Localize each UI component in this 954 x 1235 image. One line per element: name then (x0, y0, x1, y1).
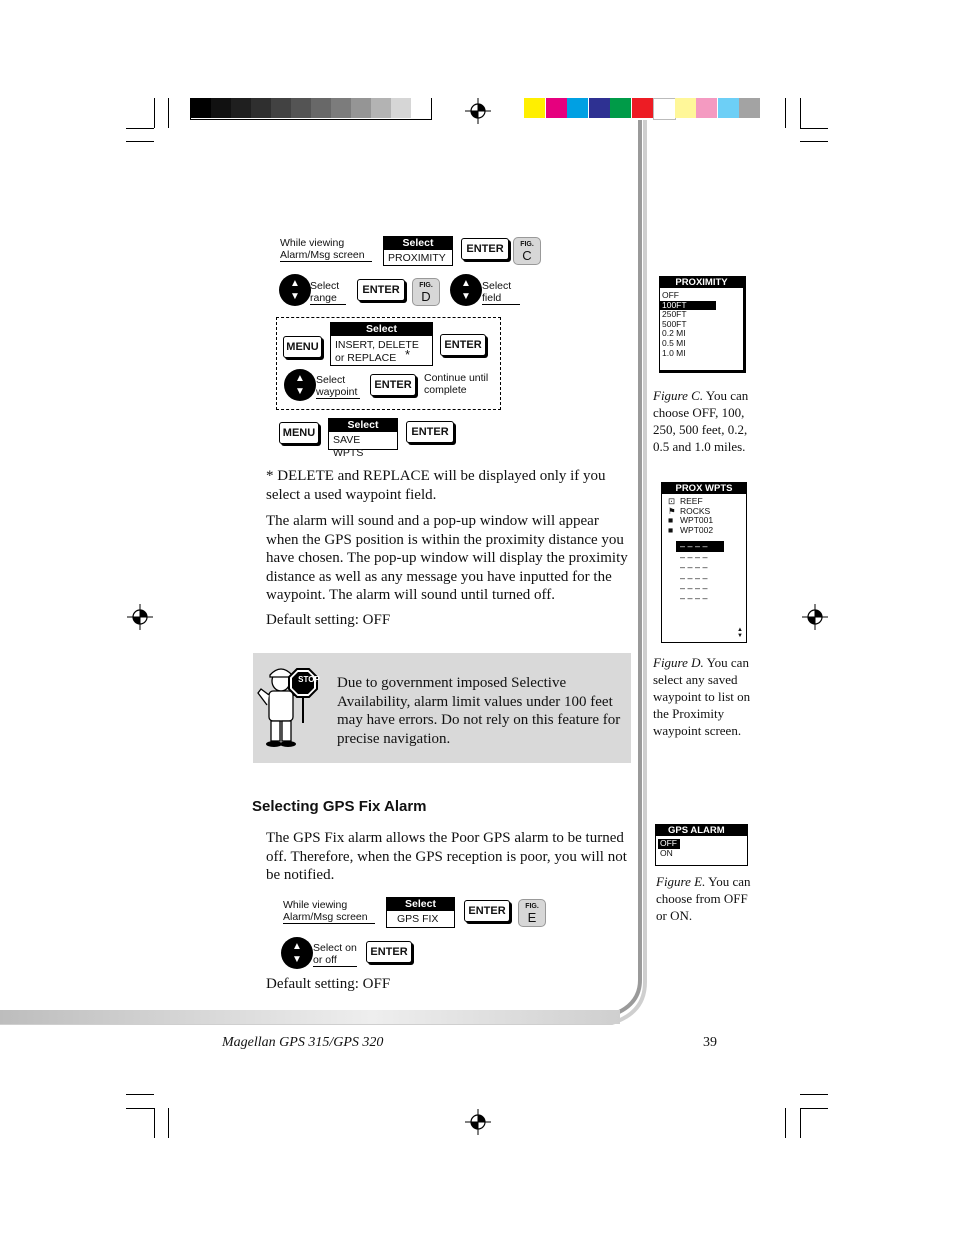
stop-sign-text: STOP (298, 675, 320, 684)
instruction-label: While viewing Alarm/Msg screen (280, 237, 372, 262)
figure-reference-e (518, 899, 546, 927)
fig-letter: C (522, 248, 532, 263)
instruction-label: While viewing Alarm/Msg screen (283, 899, 375, 924)
registration-mark-bottom (465, 1109, 491, 1135)
asterisk-marker: * (405, 347, 411, 362)
gray-swatch (191, 98, 211, 118)
caption-text: You can choose from OFF or ON. (656, 874, 751, 923)
select-value: GPS FIX (397, 913, 439, 925)
figure-c-screen (659, 276, 746, 373)
select-header: Select (329, 419, 397, 432)
color-swatch (546, 98, 567, 118)
asterisk-note: * DELETE and REPLACE will be displayed only if you select a used waypoint field. (266, 468, 606, 503)
fig-text: FIG. (525, 903, 539, 910)
option-list (656, 836, 747, 858)
screen-title: GPS ALARM (656, 825, 747, 836)
waypoint-item (662, 526, 746, 536)
caption-label: Figure C. (653, 388, 704, 403)
crop-mark (154, 1108, 155, 1138)
figure-d-screen (661, 482, 747, 643)
select-value: PROXIMITY (388, 252, 446, 264)
option-item: OFF (658, 839, 680, 849)
up-down-arrow-key[interactable]: ▲ ▼ (450, 274, 482, 306)
figure-reference-d (412, 278, 440, 306)
option-item: 0.2 MI (662, 328, 686, 339)
gps-fix-paragraph: The GPS Fix alarm allows the Poor GPS alarm to be turned off. Therefore, when the GPS reception is poor, you will not be notified. (266, 830, 627, 884)
select-value: SAVE WPTS (333, 434, 364, 459)
select-box-gps-fix (386, 897, 455, 928)
color-swatch (610, 98, 631, 118)
menu-key[interactable]: MENU (279, 422, 319, 444)
waypoint-icon: ⊡ (668, 496, 676, 506)
empty-slot: – – – – (680, 551, 708, 562)
up-down-arrow-key[interactable]: ▲ ▼ (284, 369, 316, 401)
option-item: 100FT (660, 301, 716, 311)
select-header: Select (387, 898, 454, 911)
figure-c-caption (653, 387, 763, 455)
waypoint-name: REEF (680, 496, 703, 506)
screen-title: PROXIMITY (660, 277, 743, 288)
option-item: 250FT (662, 309, 687, 320)
option-item: 0.5 MI (662, 337, 686, 348)
crop-mark (800, 1108, 828, 1109)
waypoint-icon: ⚑ (668, 505, 676, 516)
waypoint-name: ROCKS (680, 505, 711, 516)
empty-slot: – – – – (680, 562, 708, 573)
gray-swatch (251, 98, 271, 118)
fig-text: FIG. (419, 282, 433, 289)
option-item: ON (660, 847, 673, 858)
color-swatch (653, 98, 676, 120)
page-number: 39 (703, 1035, 717, 1050)
crop-mark (785, 1108, 786, 1138)
waypoint-icon: ■ (668, 524, 674, 535)
crop-mark (126, 1108, 154, 1109)
crop-mark (800, 1094, 828, 1095)
caption-label: Figure D. (653, 655, 704, 670)
select-box-proximity (383, 236, 453, 266)
waypoint-list (662, 494, 746, 604)
default-setting-proximity: Default setting: OFF (266, 612, 391, 628)
screen-title: PROX WPTS (662, 483, 746, 494)
gray-swatch (391, 98, 411, 118)
crop-mark (168, 1108, 169, 1138)
gray-swatch (311, 98, 331, 118)
option-list (660, 288, 743, 358)
select-value: INSERT, DELETE or REPLACE (335, 339, 419, 364)
up-down-arrow-key[interactable]: ▲ ▼ (279, 274, 311, 306)
waypoint-name: WPT002 (680, 524, 714, 535)
option-item: 500FT (662, 318, 687, 329)
gray-swatch (211, 98, 231, 118)
enter-key[interactable]: ENTER (366, 941, 412, 963)
gray-swatch (291, 98, 311, 118)
figure-e-caption (656, 873, 756, 924)
fig-text: FIG. (520, 241, 534, 248)
option-item: OFF (662, 290, 679, 300)
color-swatch (632, 98, 653, 118)
waypoint-name: WPT001 (680, 515, 714, 526)
color-swatch (718, 98, 739, 118)
enter-key[interactable]: ENTER (440, 334, 486, 356)
color-swatch (567, 98, 588, 118)
color-swatch (589, 98, 610, 118)
gray-swatch (271, 98, 291, 118)
caption-label: Figure E. (656, 874, 706, 889)
gray-swatch (351, 98, 371, 118)
color-swatch (675, 98, 696, 118)
up-down-arrow-key[interactable]: ▲ ▼ (281, 937, 313, 969)
select-box-save-wpts (328, 418, 398, 459)
gray-swatch (331, 98, 351, 118)
crop-mark (800, 1108, 801, 1138)
option-item: 1.0 MI (662, 347, 686, 358)
empty-slot: – – – – (680, 593, 708, 604)
figure-reference-c (513, 237, 541, 265)
gray-swatch (411, 98, 431, 118)
scroll-arrows-icon: ▲ ▼ (737, 627, 743, 639)
menu-key[interactable]: MENU (283, 336, 322, 358)
figure-d-caption (653, 654, 763, 739)
fig-letter: E (527, 910, 537, 925)
instruction-label: Select waypoint (316, 374, 360, 399)
crop-mark (126, 1094, 154, 1095)
fig-letter: D (421, 289, 431, 304)
enter-key[interactable]: ENTER (357, 279, 405, 301)
enter-key[interactable]: ENTER (461, 238, 509, 260)
caption-text: You can select any saved waypoint to list on the Proximity waypoint screen. (653, 655, 751, 738)
empty-slot: – – – – (676, 541, 724, 551)
color-swatch (739, 98, 760, 118)
waypoint-icon: ■ (668, 515, 674, 526)
select-header: Select (384, 237, 452, 250)
continue-until-complete-label: Continue until complete (424, 372, 489, 396)
enter-key[interactable]: ENTER (406, 421, 454, 443)
section-heading: Selecting GPS Fix Alarm (252, 798, 427, 815)
color-swatch (696, 98, 717, 118)
gray-swatch (371, 98, 391, 118)
empty-slot: – – – – (680, 572, 708, 583)
select-header: Select (331, 323, 432, 336)
caption-text: You can choose OFF, 100, 250, 500 feet, 0.2, 0.5 and 1.0 miles. (653, 388, 749, 454)
empty-slot: – – – – (680, 583, 708, 593)
instruction-label: Select on or off (313, 942, 357, 966)
gray-swatch (231, 98, 251, 118)
enter-key[interactable]: ENTER (370, 374, 416, 396)
color-swatch (524, 98, 545, 118)
default-setting-gps-fix: Default setting: OFF (266, 976, 391, 992)
manual-title-footer: Magellan GPS 315/GPS 320 (222, 1035, 384, 1050)
callout-text: Due to government imposed Selective Availability, alarm limit values under 100 feet may have errors. Do not rely on this feature for precise navigation. (337, 675, 621, 747)
figure-e-screen (655, 824, 748, 866)
instruction-label: Select field (482, 280, 520, 305)
select-box-insert-delete-replace (330, 322, 433, 366)
enter-key[interactable]: ENTER (464, 900, 510, 922)
instruction-label: Select range (310, 280, 346, 305)
proximity-paragraph: The alarm will sound and a pop-up window will appear when the GPS position is within the proximity distance you have chosen. The pop-up window will display the proximity distance as well as any message you have inputted for the waypoint. The alarm will sound until turned off. (266, 513, 628, 604)
